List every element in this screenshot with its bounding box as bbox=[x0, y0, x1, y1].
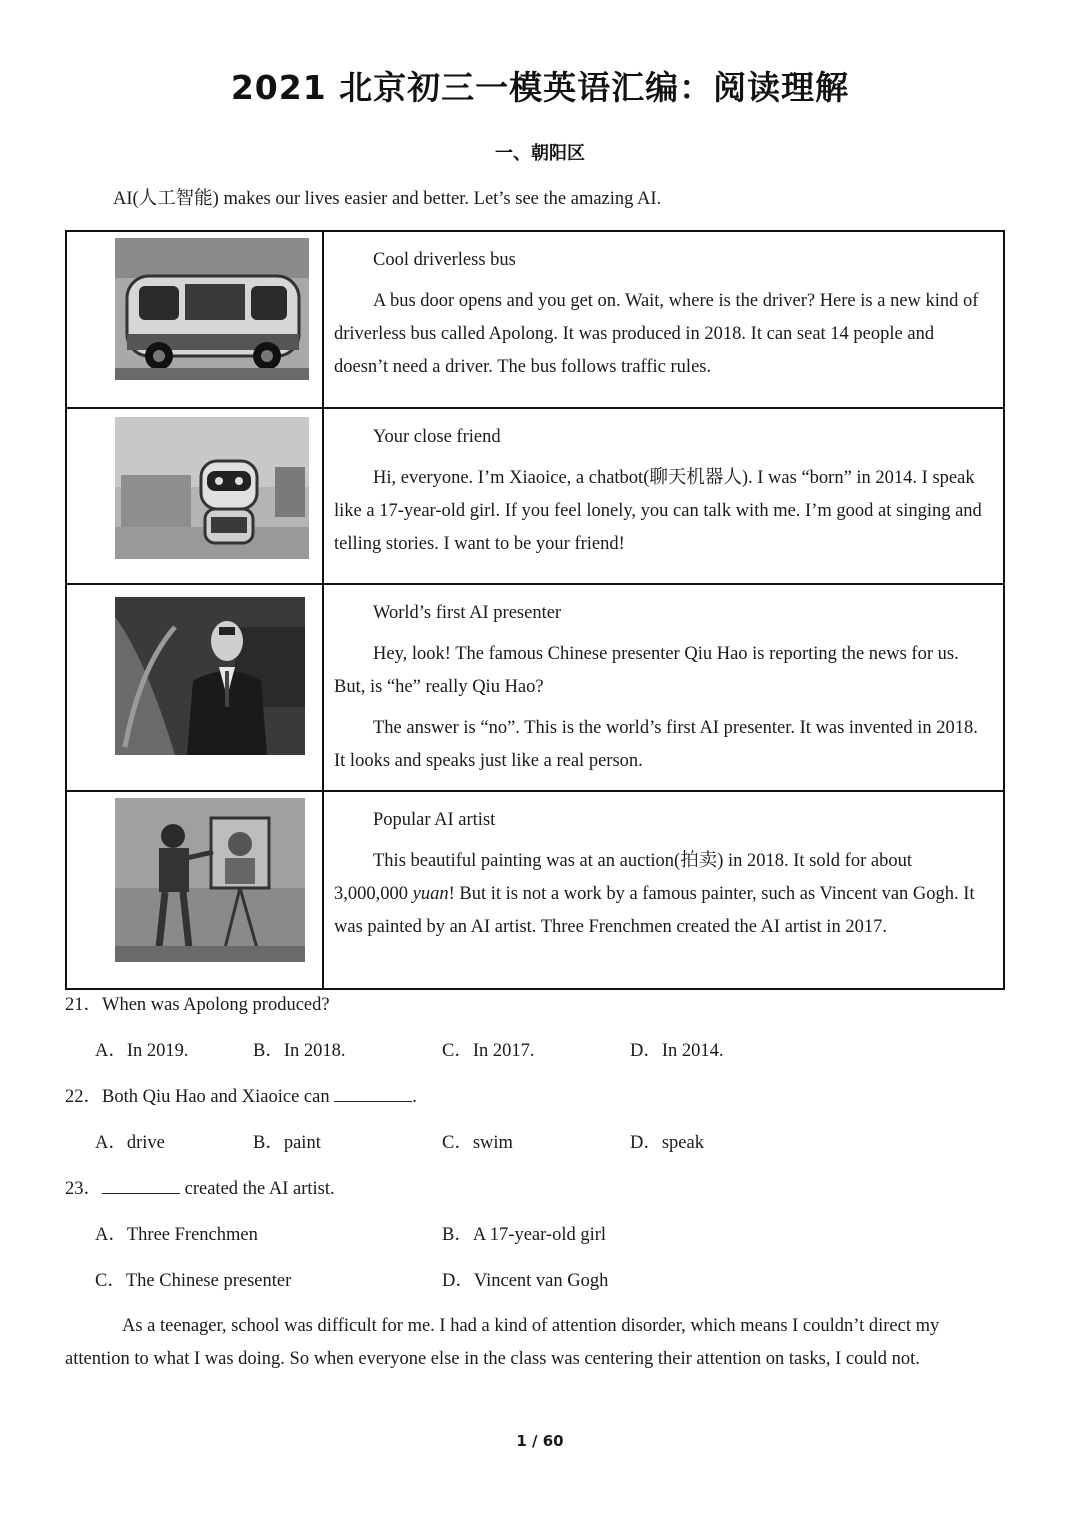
answer-blank bbox=[334, 1085, 412, 1102]
card-heading: Popular AI artist bbox=[373, 810, 496, 830]
image-cell bbox=[66, 791, 323, 989]
question-22-stem bbox=[65, 1082, 417, 1108]
image-cell bbox=[66, 408, 323, 584]
stem-text: 23． bbox=[65, 1179, 103, 1199]
q22-option-c: C．swim bbox=[442, 1133, 513, 1153]
question-21-stem: 21．When was Apolong produced? bbox=[65, 995, 330, 1015]
italic-word: yuan bbox=[412, 884, 449, 904]
intro-sentence: AI(人工智能) makes our lives easier and better. Let’s see the amazing AI. bbox=[113, 189, 662, 209]
document-title: 2021 北京初三一模英语汇编：阅读理解 bbox=[230, 68, 850, 107]
q21-option-a: A．In 2019. bbox=[95, 1041, 189, 1061]
stem-text: 22．Both Qiu Hao and Xiaoice can bbox=[65, 1087, 335, 1107]
paragraph-part: This beautiful painting was at an auction(拍卖) in 2018. It sold for about 3,000,000 bbox=[334, 851, 912, 904]
card-paragraph: The answer is “no”. This is the world’s first AI presenter. It was invented in 2018. It looks and speaks just like a real person. bbox=[334, 718, 978, 771]
next-passage-paragraph: As a teenager, school was difficult for me. I had a kind of attention disorder, which means I couldn’t direct my attention to what I was doing. So when everyone else in the class was centering their attention on tasks, I could not. bbox=[65, 1316, 940, 1369]
q21-option-b: B．In 2018. bbox=[253, 1041, 346, 1061]
question-23-stem bbox=[65, 1174, 335, 1200]
q21-option-d: D．In 2014. bbox=[630, 1041, 724, 1061]
table-row bbox=[66, 791, 1004, 989]
card-heading: Cool driverless bus bbox=[373, 250, 516, 270]
q22-option-a: A．drive bbox=[95, 1133, 165, 1153]
card-heading: World’s first AI presenter bbox=[373, 603, 562, 623]
q23-option-a: A．Three Frenchmen bbox=[95, 1225, 258, 1245]
card-heading: Your close friend bbox=[373, 427, 501, 447]
text-cell bbox=[323, 231, 1004, 408]
driverless-bus-photo-icon bbox=[115, 238, 309, 380]
section-title: 一、朝阳区 bbox=[495, 143, 585, 164]
card-paragraph: Hey, look! The famous Chinese presenter Qiu Hao is reporting the news for us. But, is “he” really Qiu Hao? bbox=[334, 644, 959, 697]
q23-option-b: B．A 17-year-old girl bbox=[442, 1225, 607, 1245]
table-row bbox=[66, 231, 1004, 408]
q23-option-d: D．Vincent van Gogh bbox=[442, 1271, 609, 1291]
chatbot-robot-photo-icon bbox=[115, 417, 309, 559]
image-cell bbox=[66, 231, 323, 408]
q21-option-c: C．In 2017. bbox=[442, 1041, 535, 1061]
text-cell bbox=[323, 791, 1004, 989]
image-cell bbox=[66, 584, 323, 791]
q22-option-b: B．paint bbox=[253, 1133, 321, 1153]
q22-option-d: D．speak bbox=[630, 1133, 704, 1153]
table-row bbox=[66, 584, 1004, 791]
paragraph-part: ! But it is not a work by a famous painter, such as Vincent van Gogh. It was painted by an AI artist. Three Frenchmen created the AI artist in 2017. bbox=[334, 884, 975, 937]
stem-text: . bbox=[412, 1087, 417, 1107]
card-paragraph: Hi, everyone. I’m Xiaoice, a chatbot(聊天机器人). I was “born” in 2014. I speak like a 17-year-old girl. If you feel lonely, you can talk with me. I’m good at singing and telling stories. I want to be your friend! bbox=[334, 468, 982, 554]
text-cell bbox=[323, 408, 1004, 584]
table-row bbox=[66, 408, 1004, 584]
stem-text: created the AI artist. bbox=[180, 1179, 335, 1199]
page-number: 1 / 60 bbox=[516, 1432, 564, 1450]
card-paragraph: A bus door opens and you get on. Wait, where is the driver? Here is a new kind of driverless bus called Apolong. It was produced in 2018. It can seat 14 people and doesn’t need a driver. The bus follows traffic rules. bbox=[334, 291, 979, 377]
card-paragraph bbox=[334, 845, 989, 944]
text-cell bbox=[323, 584, 1004, 791]
q23-option-c: C．The Chinese presenter bbox=[95, 1271, 292, 1291]
ai-presenter-photo-icon bbox=[115, 597, 305, 755]
answer-blank bbox=[102, 1177, 180, 1194]
ai-table bbox=[65, 230, 1005, 990]
ai-artist-photo-icon bbox=[115, 798, 305, 962]
